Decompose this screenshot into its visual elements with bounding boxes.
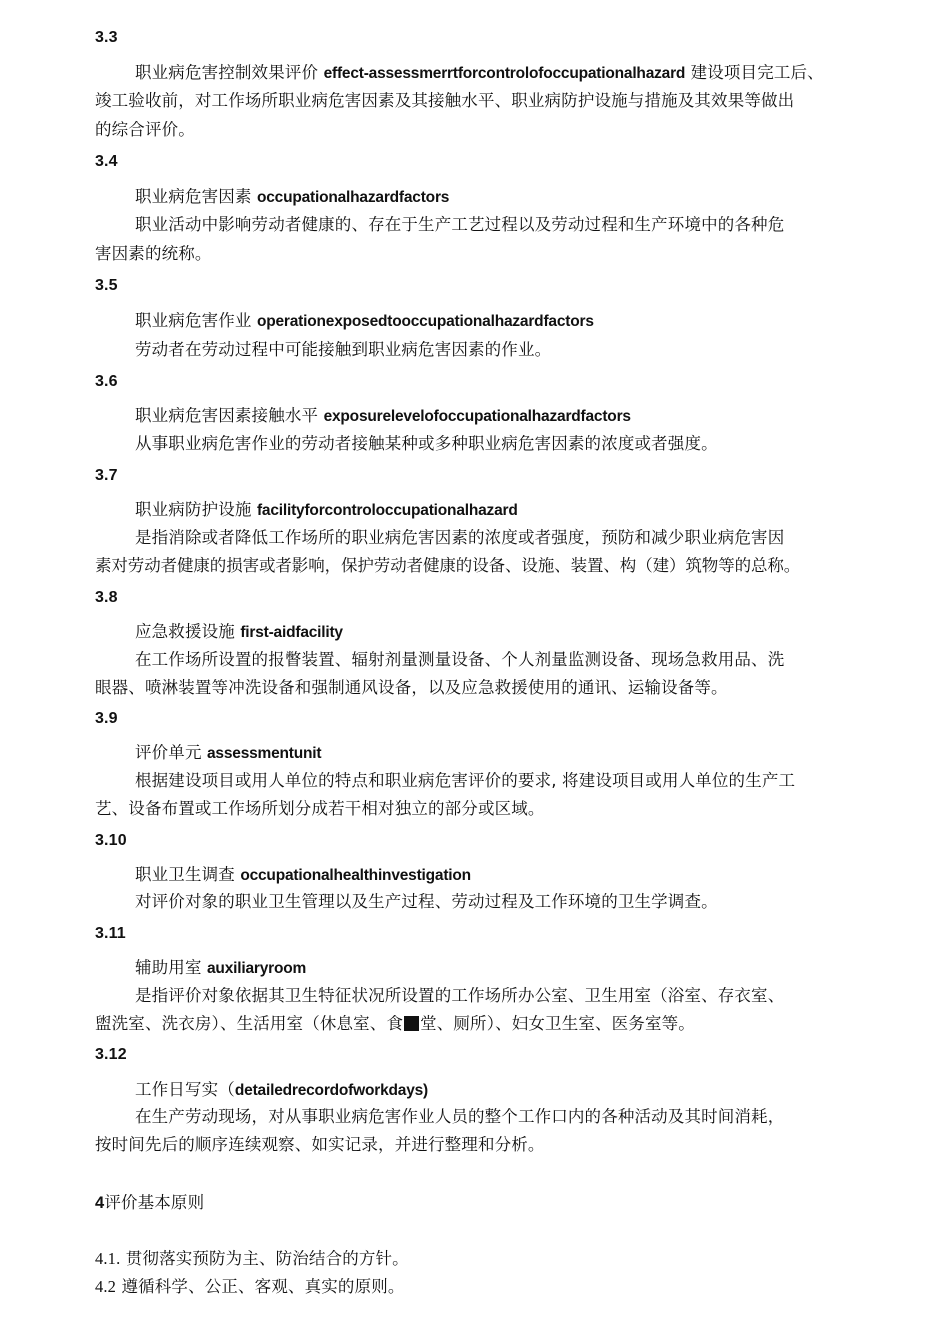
clause-number: 3.6	[95, 373, 118, 390]
term-heading	[135, 864, 471, 887]
section-heading	[95, 1192, 204, 1214]
clause-number: 3.9	[95, 710, 118, 727]
definition-line: 眼器、喷淋装置等冲洗设备和强制通风设备，以及应急救援使用的通讯、运输设备等。	[95, 678, 728, 697]
term-cn: 职业病危害因素接触水平	[135, 406, 319, 425]
definition-line: 是指消除或者降低工作场所的职业病危害因素的浓度或者强度，预防和减少职业病危害因	[135, 528, 785, 547]
principle-number: 4.1.	[95, 1249, 121, 1268]
term-en: occupationalhealthinvestigation	[240, 867, 471, 884]
term-heading	[135, 957, 306, 980]
clause-number: 3.5	[95, 277, 118, 294]
definition-line: 职业活动中影响劳动者健康的、存在于生产工艺过程以及劳动过程和生产环境中的各种危	[135, 215, 785, 234]
term-cn: 职业卫生调查	[135, 865, 235, 884]
term-en: effect-assessmerrtforcontrolofoccupationalhazard	[323, 65, 686, 82]
section-number: 4	[95, 1194, 105, 1212]
definition-line: 竣工验收前，对工作场所职业病危害因素及其接触水平、职业病防护设施与措施及其效果等做出	[95, 91, 795, 110]
term-cn: 评价单元	[135, 743, 202, 762]
definition-line: 在生产劳动现场，对从事职业病危害作业人员的整个工作口内的各种活动及其时间消耗，	[135, 1107, 785, 1126]
term-heading	[135, 742, 321, 765]
term-heading	[135, 499, 518, 522]
term-en: occupationalhazardfactors	[256, 189, 450, 206]
definition-line: 在工作场所设置的报瞥装置、辐射剂量测量设备、个人剂量监测设备、现场急救用品、洗	[135, 650, 785, 669]
redaction-block	[404, 1016, 419, 1031]
definition-line: 害因素的统称。	[95, 244, 212, 263]
term-cn: 辅助用室	[135, 958, 202, 977]
definition-line: 劳动者在劳动过程中可能接触到职业病危害因素的作业。	[135, 340, 552, 359]
term-heading	[135, 186, 449, 209]
definition-line: 素对劳动者健康的损害或者影响，保护劳动者健康的设备、设施、装置、构（建）筑物等的总称。	[95, 556, 801, 575]
definition-line: 按时间先后的顺序连续观察、如实记录，并进行整理和分析。	[95, 1135, 545, 1154]
definition-line: 从事职业病危害作业的劳动者接触某种或多种职业病危害因素的浓度或者强度。	[135, 434, 718, 453]
term-cn: 职业病危害因素	[135, 187, 252, 206]
section-title: 评价基本原则	[104, 1193, 205, 1212]
definition-line: 根据建设项目或用人单位的特点和职业病危害评价的要求, 将建设项目或用人单位的生产工	[135, 771, 796, 790]
term-heading	[135, 62, 824, 85]
definition-line: 盥洗室、洗衣房）、生活用室（休息室、食 堂、厕所）、妇女卫生室、医务室等。	[95, 1014, 695, 1033]
term-cn: 职业病防护设施	[135, 500, 252, 519]
term-en: auxiliaryroom	[207, 960, 307, 977]
clause-number: 3.3	[95, 29, 118, 46]
term-en: facilityforcontroloccupationalhazard	[256, 502, 518, 519]
clause-number: 3.4	[95, 153, 118, 170]
definition-line: 对评价对象的职业卫生管理以及生产过程、劳动过程及工作环境的卫生学调查。	[135, 892, 718, 911]
principle-text: 遵循科学、公正、客观、真实的原则。	[121, 1277, 405, 1296]
term-en: detailedrecordofworkdays)	[234, 1082, 429, 1099]
term-en: operationexposedtooccupationalhazardfactors	[256, 313, 594, 330]
clause-number: 3.10	[95, 832, 127, 849]
term-cn: 应急救援设施	[135, 622, 235, 641]
term-cn: 职业病危害作业	[135, 311, 252, 330]
term-heading	[135, 310, 594, 333]
definition-start: 建设项目完工后、	[690, 63, 824, 82]
term-cn: 职业病危害控制效果评价	[135, 63, 319, 82]
principle-item	[95, 1276, 405, 1298]
term-en: exposurelevelofoccupationalhazardfactors	[323, 408, 631, 425]
definition-line: 的综合评价。	[95, 120, 195, 139]
principle-text: 贯彻落实预防为主、防治结合的方针。	[125, 1249, 409, 1268]
term-en: first-aidfacility	[240, 624, 343, 641]
term-en: assessmentunit	[207, 745, 322, 762]
definition-line: 是指评价对象依据其卫生特征状况所设置的工作场所办公室、卫生用室（浴室、存衣室、	[135, 986, 785, 1005]
clause-number: 3.11	[95, 925, 126, 942]
definition-line: 艺、设备布置或工作场所划分成若干相对独立的部分或区域。	[95, 799, 545, 818]
term-cn: 工作日写实（	[135, 1080, 235, 1099]
clause-number: 3.12	[95, 1046, 127, 1063]
principle-item	[95, 1248, 409, 1270]
term-heading	[135, 405, 631, 428]
term-heading	[135, 621, 343, 644]
term-heading	[135, 1079, 428, 1102]
principle-number: 4.2	[95, 1277, 117, 1296]
clause-number: 3.7	[95, 467, 118, 484]
clause-number: 3.8	[95, 589, 118, 606]
